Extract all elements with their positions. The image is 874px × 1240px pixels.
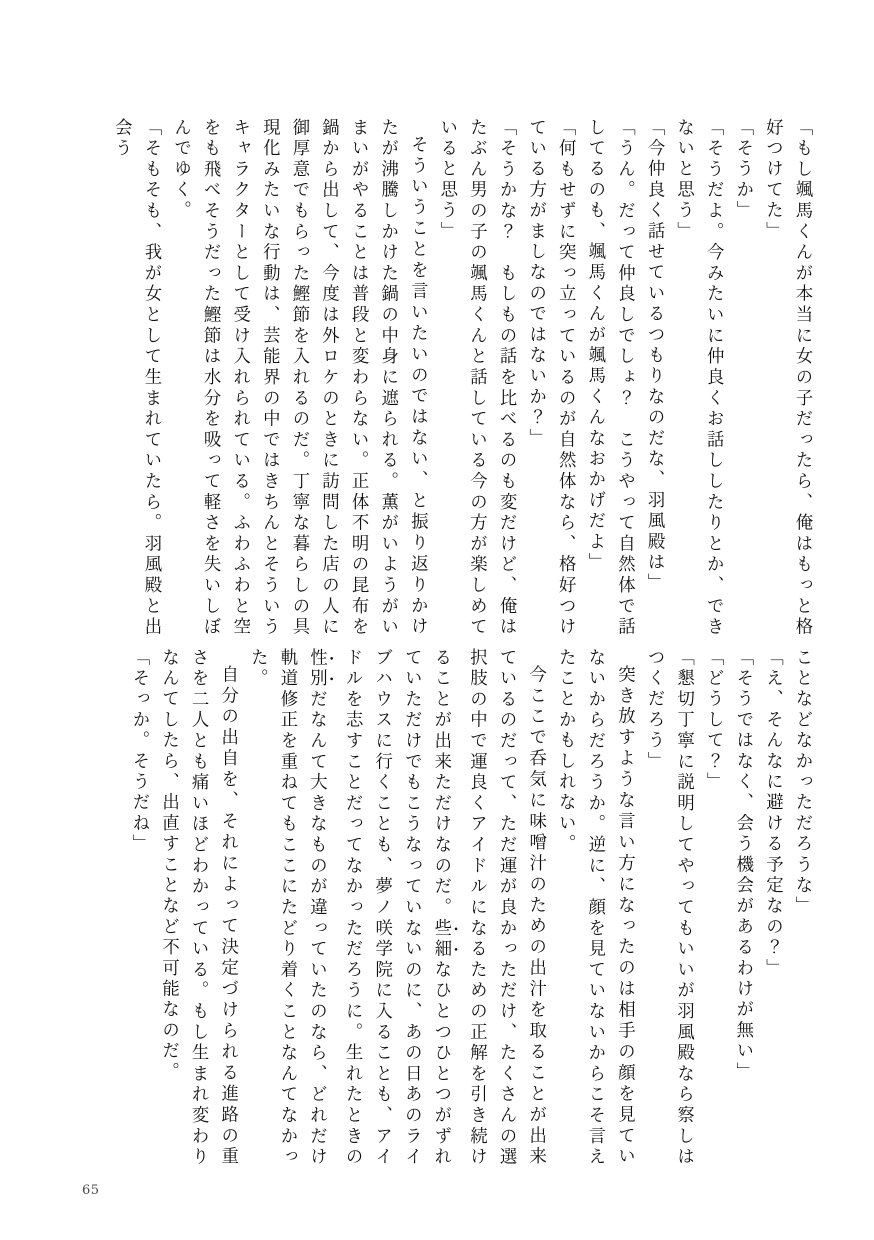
vertical-text-block-bottom — [126, 648, 816, 1168]
paragraph: 「え、そんなに避ける予定なの？」 — [762, 648, 783, 980]
paragraph: 自分の出自を、それによって決定づけられる進路の重さを二人とも痛いほどわかっている。もし生まれ変わりなんてしたら、出直すことなど不可能なのだ。 — [158, 648, 238, 1168]
paragraph: 「そうか」 — [732, 118, 753, 222]
paragraph: 「そうかな？ もしもの話を比べるのも変だけど、俺はたぶん男の子の颯馬くんと話している今の方が楽しめていると思う」 — [436, 118, 517, 638]
paragraph: 今ここで呑気に味噌汁のための出汁を取ることが出来ているのだって、ただ運が良かっただけ、たくさんの選択肢の中で運良くアイドルになるための正解を引き続けることが出来ただけなのだ。些細なひとつひとつがずれていただけでもこうなっていないのに、あの日あのライブハウスに行くことも、夢ノ咲学院に入ることも、アイドルを志すことだってなかっただろうに。生れたときの性別だなんて大きなものが違っていたのなら、どれだけ軌道修正を重ねてもここにたどり着くことなんてなかった。 — [247, 648, 546, 1168]
emphasis-text: 些細 — [430, 918, 451, 961]
paragraph: 「どうして？」 — [703, 648, 724, 793]
paragraph: 「そっか。そうだね」 — [128, 648, 149, 855]
paragraph: 突き放すような言い方になったのは相手の顔を見ていないからだろうか。逆に、顔を見ていないからこそ言えたことかもしれない。 — [555, 648, 635, 1168]
paragraph: ことなどなかっただろうな」 — [792, 648, 812, 918]
paragraph: そういうことを言いたいのではない、と振り返りかけたが沸騰しかけた鍋の中身に遮られる。薫がいようがいまいがやることは普段と変わらない。正体不明の昆布を鍋から出して、今度は外ロケのときに訪問した店の人に御厚意でもらった鰹節を入れるのだ。丁寧な暮らしの具現化みたいな行動は、芸能界の中ではきちんとそういうキャラクターとして受け入れられている。ふわふわと空をも飛べそうだった鰹節は水分を吸って軽さを失いしぼんでゆく。 — [170, 118, 428, 638]
paragraph: 「懇切丁寧に説明してやってもいいが羽風殿なら察しはつくだろう」 — [644, 648, 694, 1168]
paragraph: 「そうだよ。今みたいに仲良くお話ししたりとか、できないと思う」 — [673, 118, 724, 638]
paragraph: 「そもそも、我が女として生まれていたら。羽風殿と出会う — [111, 118, 161, 638]
page-number: 65 — [82, 1183, 100, 1198]
paragraph: 「うん。だって仲良しでしょ？ こうやって自然体で話してるのも、颯馬くんが颯馬くんなおかげだよ」 — [584, 118, 635, 638]
emphasis-text: 性別 — [306, 648, 327, 690]
paragraph: 「そうではなく、会う機会があるわけが無い」 — [732, 648, 753, 1083]
vertical-text-block-top — [111, 118, 816, 638]
paragraph: 「今仲良く話せているつもりなのだな、羽風殿は」 — [644, 118, 665, 595]
paragraph: 「もし颯馬くんが本当に女の子だったら、俺はもっと格好つけてた」 — [762, 118, 812, 638]
paragraph: 「何もせずに突っ立っているのが自然体なら、格好つけている方がましなのではないか？」 — [525, 118, 576, 638]
